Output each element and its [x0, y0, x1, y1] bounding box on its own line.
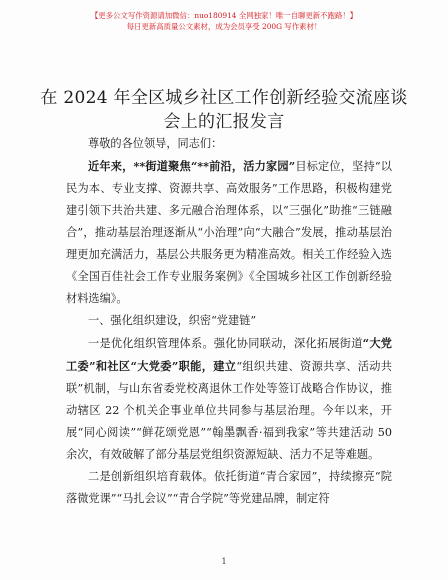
section-heading-1: 一、强化组织建设，织密“党建链”: [88, 314, 257, 327]
promo-line-1: 【更多公文写作资源请加微信：nuo180914 全网独家！唯一自聊更新不跑路！】: [90, 11, 358, 20]
title-line-2: 会上的汇报发言: [163, 112, 285, 132]
org-lead: 一是优化组织管理体系。强化协同联动，深化拓展街道: [88, 337, 363, 350]
document-body: [66, 133, 392, 510]
promo-banner: [0, 10, 448, 32]
intro-text: 目标定位，坚持“以民为本、专业支撑、资源共享、高效服务”工作思路，积极构建党建引领下共治共建、多元融合治理体系，以“三强化”助推“三链融合”，推动基层治理逐渐从“小治理”向“大融合”发展，推动基层治理更加充满活力，基层公共服务更为精准高效。相关工作经验入选《全国百佳社会工作专业服务案例》《全国城乡社区工作创新经验材料选编》。: [66, 160, 392, 305]
org-text: “组织共建、资源共享、活动共联”机制，与山东省委党校离退休工作处等签订战略合作协议，推动辖区 22 个机关企事业单位共同参与基层治理。今年以来，开展“同心阅读”“鲜花颂党恩”“翰墨飘香·福到我家”等共建活动 50 余次，有效破解了部分基层党组织资源短缺、活力不足等难题。: [66, 360, 392, 461]
paragraph-cultivation: 二是创新组织培育载体。依托街道“青合家园”，持续擦亮“院落微党课”“马扎会议”“青合学院”等党建品牌，制定符: [66, 470, 392, 505]
salutation: 尊敬的各位领导，同志们：: [88, 137, 223, 150]
promo-line-2: 每日更新高质量公文素材，成为会员享受 200G 写作素材！: [126, 22, 322, 31]
paragraph-intro: [66, 155, 392, 310]
document-title: [0, 86, 448, 134]
intro-lead: 近年来，**街道聚焦“**前沿，活力家园”: [88, 159, 296, 173]
paragraph-organization: [66, 332, 392, 466]
org-bold-phrase: “大党工委”和社区“大党委”职能，建立: [66, 336, 392, 373]
title-line-1: 在 2024 年全区城乡社区工作创新经验交流座谈: [40, 88, 408, 108]
page-number: 1: [221, 557, 227, 566]
